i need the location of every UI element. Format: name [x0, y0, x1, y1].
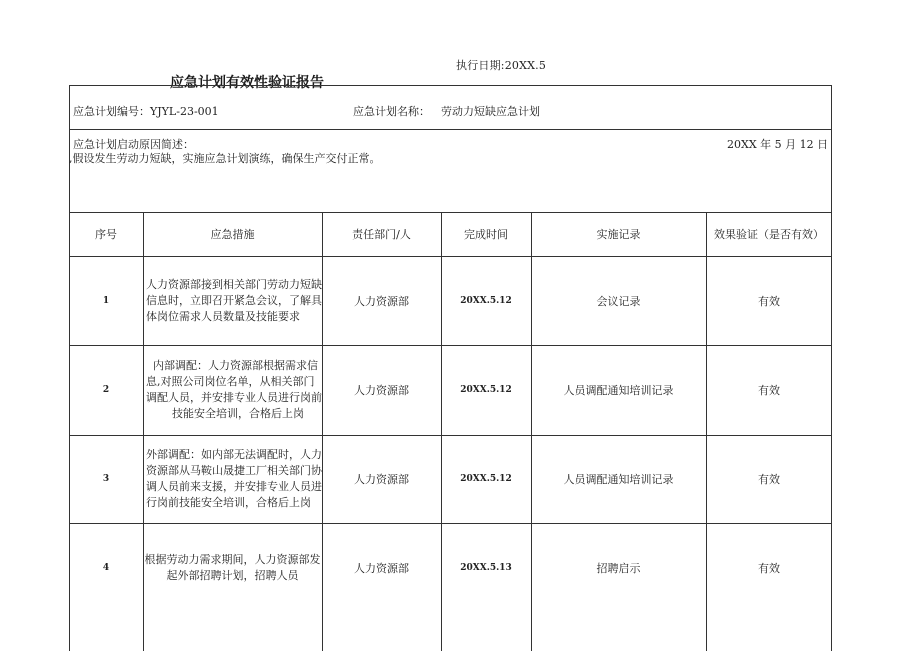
measure-line: 息,对照公司岗位名单，从相关部门: [146, 375, 315, 388]
row-time: 20XX.5.12: [460, 295, 512, 306]
row-record: 人员调配通知培训记录: [563, 473, 674, 486]
measure-line: 人力资源部接到相关部门劳动力短缺: [146, 277, 322, 291]
header-measure: 应急措施: [210, 228, 255, 241]
row-number: 2: [102, 385, 110, 395]
row-measure: [143, 523, 322, 613]
row-record: 招聘启示: [596, 562, 641, 575]
header-effect: 效果验证（是否有效）: [714, 228, 824, 241]
header-no: 序号: [95, 228, 117, 241]
row-time: 20XX.5.13: [460, 563, 512, 573]
row-measure: [143, 345, 322, 435]
row-number: 1: [102, 295, 110, 306]
measure-line: 调配人员，并安排专业人员进行岗前: [146, 391, 322, 404]
row-dept: 人力资源部: [354, 294, 409, 308]
reason-label: 应急计划启动原因简述：: [73, 138, 194, 151]
row-number: 4: [102, 563, 110, 573]
measure-line: 行岗前技能安全培训，合格后上岗: [146, 496, 311, 509]
row-record: 会议记录: [596, 294, 641, 308]
measure-line: 信息时，立即召开紧急会议，了解具: [146, 293, 322, 307]
measure-line: 外部调配：如内部无法调配时，人力: [146, 448, 322, 461]
header-time: 完成时间: [464, 228, 508, 241]
row-number: 3: [102, 474, 110, 484]
measure-line: 起外部招聘计划，招聘人员: [166, 569, 299, 582]
row-effect: 有效: [758, 384, 780, 397]
row-effect: 有效: [758, 473, 780, 486]
row-measure: [143, 256, 322, 345]
measure-line: 资源部从马鞍山晟捷工厂相关部门协: [146, 464, 322, 477]
header-record: 实施记录: [596, 228, 641, 241]
row-dept: 人力资源部: [354, 473, 409, 486]
row-record: 人员调配通知培训记录: [563, 384, 674, 397]
execution-date: 执行日期:20XX.5: [456, 59, 547, 72]
measure-line: 调人员前来支援，并安排专业人员进: [146, 480, 322, 493]
measure-line: 内部调配：人力资源部根据需求信: [153, 359, 318, 372]
row-dept: 人力资源部: [354, 384, 409, 397]
row-time: 20XX.5.12: [460, 385, 512, 395]
measure-line: 技能安全培训，合格后上岗: [172, 407, 304, 420]
plan-number: 应急计划编号：YJYL-23-001: [73, 105, 219, 118]
row-time: 20XX.5.12: [460, 474, 512, 484]
row-effect: 有效: [758, 562, 780, 575]
reason-text: ,假设发生劳动力短缺，实施应急计划演练，确保生产交付正常。: [69, 152, 381, 165]
row-dept: 人力资源部: [354, 562, 409, 575]
plan-name-label: 应急计划名称：: [353, 105, 430, 118]
measure-line: 体岗位需求人员数量及技能要求: [146, 309, 300, 323]
measure-line: 根据劳动力需求期间，人力资源部发: [144, 553, 321, 566]
row-measure: [143, 435, 322, 523]
header-dept: 责任部门/人: [352, 228, 411, 241]
row-effect: 有效: [758, 294, 780, 308]
divider-line: [69, 129, 832, 130]
plan-name: 劳动力短缺应急计划: [441, 105, 540, 118]
reason-date: 20XX 年 5 月 12 日: [727, 138, 829, 151]
report-title: 应急计划有效性验证报告: [170, 75, 324, 91]
